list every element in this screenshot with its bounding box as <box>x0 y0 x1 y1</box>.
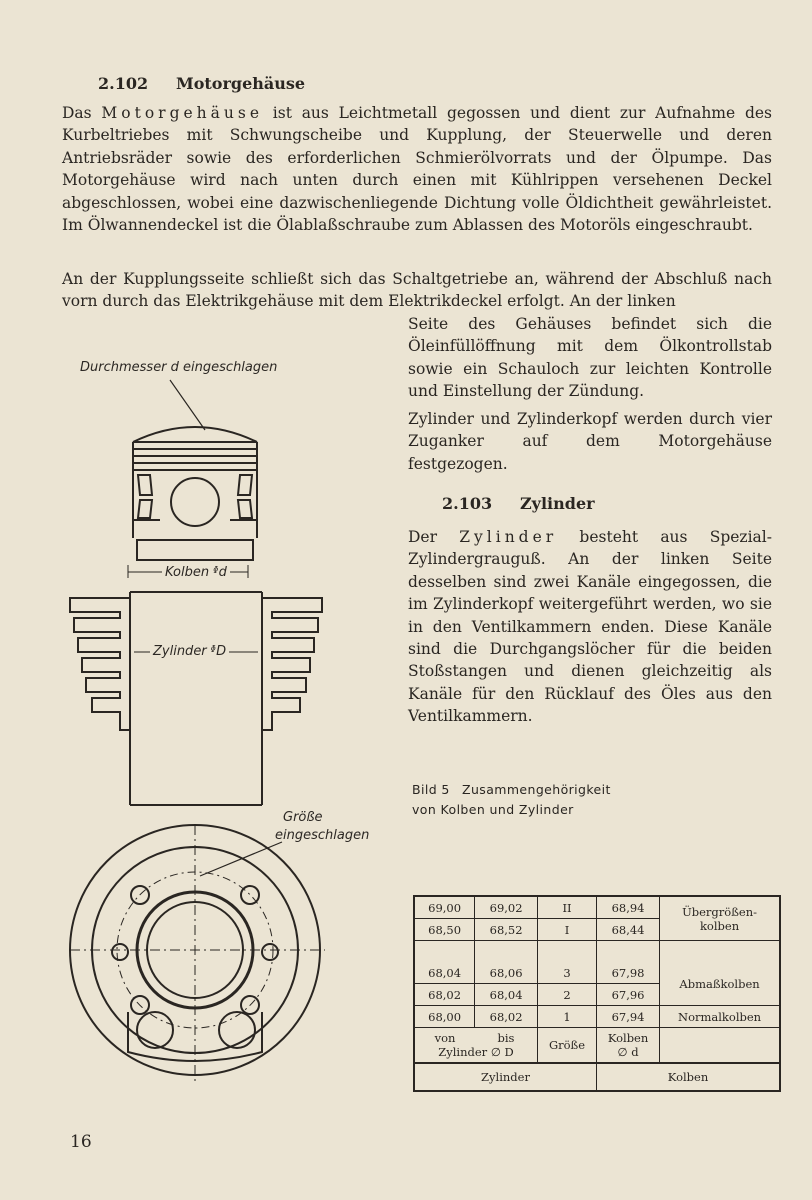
table-row <box>414 962 780 984</box>
footer-zylinder: Zylinder <box>414 1063 597 1091</box>
figure-caption <box>412 780 611 820</box>
table-cell: 68,02 <box>414 984 475 1006</box>
paragraph-text: Seite des Gehäuses befindet sich die Öleinfüllöffnung mit dem Ölkontrollstab sowie ein Schauloch zur leichten Kontrolle und Einstellung der Zündung. <box>408 315 772 401</box>
table-cell: 68,00 <box>414 1006 475 1028</box>
page-number: 16 <box>70 1132 92 1152</box>
table-cell: 68,02 <box>475 1006 538 1028</box>
table-cell: 3 <box>538 962 597 984</box>
section-number: 2.103 <box>442 494 493 513</box>
caption-line: Zusammengehörigkeit <box>462 782 611 797</box>
paragraph-text: besteht aus Spezial-Zylindergrauguß. An der linken Seite desselben sind zwei Kanäle eingegossen, die im Zylinderkopf weitergeführt werden, wo sie in den Ventilkammern enden. Diese Kanäle sind die Durchgangslöcher für die beiden Stoßstangen und dienen gleichzeitig als Kanäle für den Rücklauf des Öles aus den Ventilkammern. <box>408 528 772 726</box>
table-cell: 68,04 <box>475 984 538 1006</box>
table-footer-row <box>414 1063 780 1091</box>
table-row <box>414 896 780 919</box>
side-label-line: Übergrößen- <box>682 904 757 919</box>
header-groesse: Größe <box>538 1028 597 1064</box>
label-zylinder: Zylinder ᶲD <box>150 644 229 659</box>
table-cell: 69,02 <box>475 896 538 919</box>
cooling-fins-left <box>70 598 130 730</box>
header-bis: bis <box>497 1031 515 1045</box>
piston-skirt <box>133 475 257 538</box>
paragraph-lead: Der <box>408 528 460 546</box>
section-number: 2.102 <box>98 74 149 93</box>
label-groesse: Größe <box>283 810 323 825</box>
caption-number: Bild 5 <box>412 782 450 797</box>
table-spacer-row <box>414 941 780 963</box>
paragraph-text: An der Kupplungsseite schließt sich das Schaltgetriebe an, während der Abschluß nach vorn durch das Elektrikgehäuse mit dem Elektrikdeckel erfolgt. An der linken <box>62 270 772 311</box>
table-cell: 68,52 <box>475 919 538 941</box>
table-cell: 68,94 <box>597 896 660 919</box>
table-cell: 69,00 <box>414 896 475 919</box>
cylinder-plan-view <box>70 825 325 1085</box>
footer-kolben: Kolben <box>597 1063 780 1091</box>
caption-line: von Kolben und Zylinder <box>412 802 574 817</box>
piston-crown <box>133 427 257 442</box>
piston-pin <box>171 478 219 526</box>
table-cell: 67,98 <box>597 962 660 984</box>
label-eingeschlagen: eingeschlagen <box>275 828 370 843</box>
table-cell: 67,96 <box>597 984 660 1006</box>
label-kolben: Kolben ᶲd <box>162 565 230 580</box>
header-von: von <box>434 1031 456 1045</box>
cylinder-body <box>130 592 262 805</box>
piston-base <box>137 540 253 560</box>
table-header-row <box>414 1028 780 1064</box>
label-uebergroessen <box>660 896 780 941</box>
header-kolben-line: ∅ d <box>617 1045 639 1059</box>
cooling-fins-right <box>262 598 322 730</box>
piston-rings <box>133 442 257 475</box>
header-kolben <box>597 1028 660 1064</box>
table-cell: 68,06 <box>475 962 538 984</box>
paragraph-text: ist aus Leichtmetall gegossen und dient zur Aufnahme des Kurbeltriebes mit Schwungscheibe und Kupplung, der Steuerwelle und deren Antriebsräder sowie des erforderlichen Schmierölvorrats und der Ölpumpe. Das Motorgehäuse wird nach unten durch einen mit Kühlrippen versehenen Deckel abgeschlossen, wobei eine dazwischenliegende Dichtung volle Öldichtheit gewährleistet. Im Ölwannendeckel ist die Ölablaßschraube zum Ablassen des Motoröls eingeschraubt. <box>62 104 772 235</box>
table-cell: 67,94 <box>597 1006 660 1028</box>
table-cell: 68,50 <box>414 919 475 941</box>
label-durchmesser: Durchmesser d eingeschlagen <box>80 360 278 375</box>
size-table <box>413 895 781 1092</box>
label-normalkolben: Normalkolben <box>660 1006 780 1028</box>
section-title: Motorgehäuse <box>176 74 306 93</box>
paragraph-lead: Das <box>62 104 102 122</box>
table-cell: 68,04 <box>414 962 475 984</box>
emphasized-term: Zylinder <box>459 528 558 546</box>
table-cell: 1 <box>538 1006 597 1028</box>
header-zylinder-d: Zylinder ∅ D <box>438 1045 514 1059</box>
table-cell: 68,44 <box>597 919 660 941</box>
table-cell: 2 <box>538 984 597 1006</box>
leader-line <box>200 842 282 876</box>
leader-line <box>170 380 205 430</box>
table-cell: II <box>538 896 597 919</box>
table-row <box>414 1006 780 1028</box>
side-label-line: kolben <box>699 918 740 933</box>
section-title: Zylinder <box>520 494 595 513</box>
emphasized-term: Motorgehäuse <box>101 104 264 122</box>
paragraph-text: Zylinder und Zylinderkopf werden durch vier Zuganker auf dem Motorgehäuse festgezogen. <box>408 410 772 473</box>
header-kolben-line: Kolben <box>607 1031 649 1045</box>
header-von-bis <box>414 1028 538 1064</box>
label-abmasskolben: Abmaßkolben <box>660 962 780 1006</box>
table-cell: I <box>538 919 597 941</box>
